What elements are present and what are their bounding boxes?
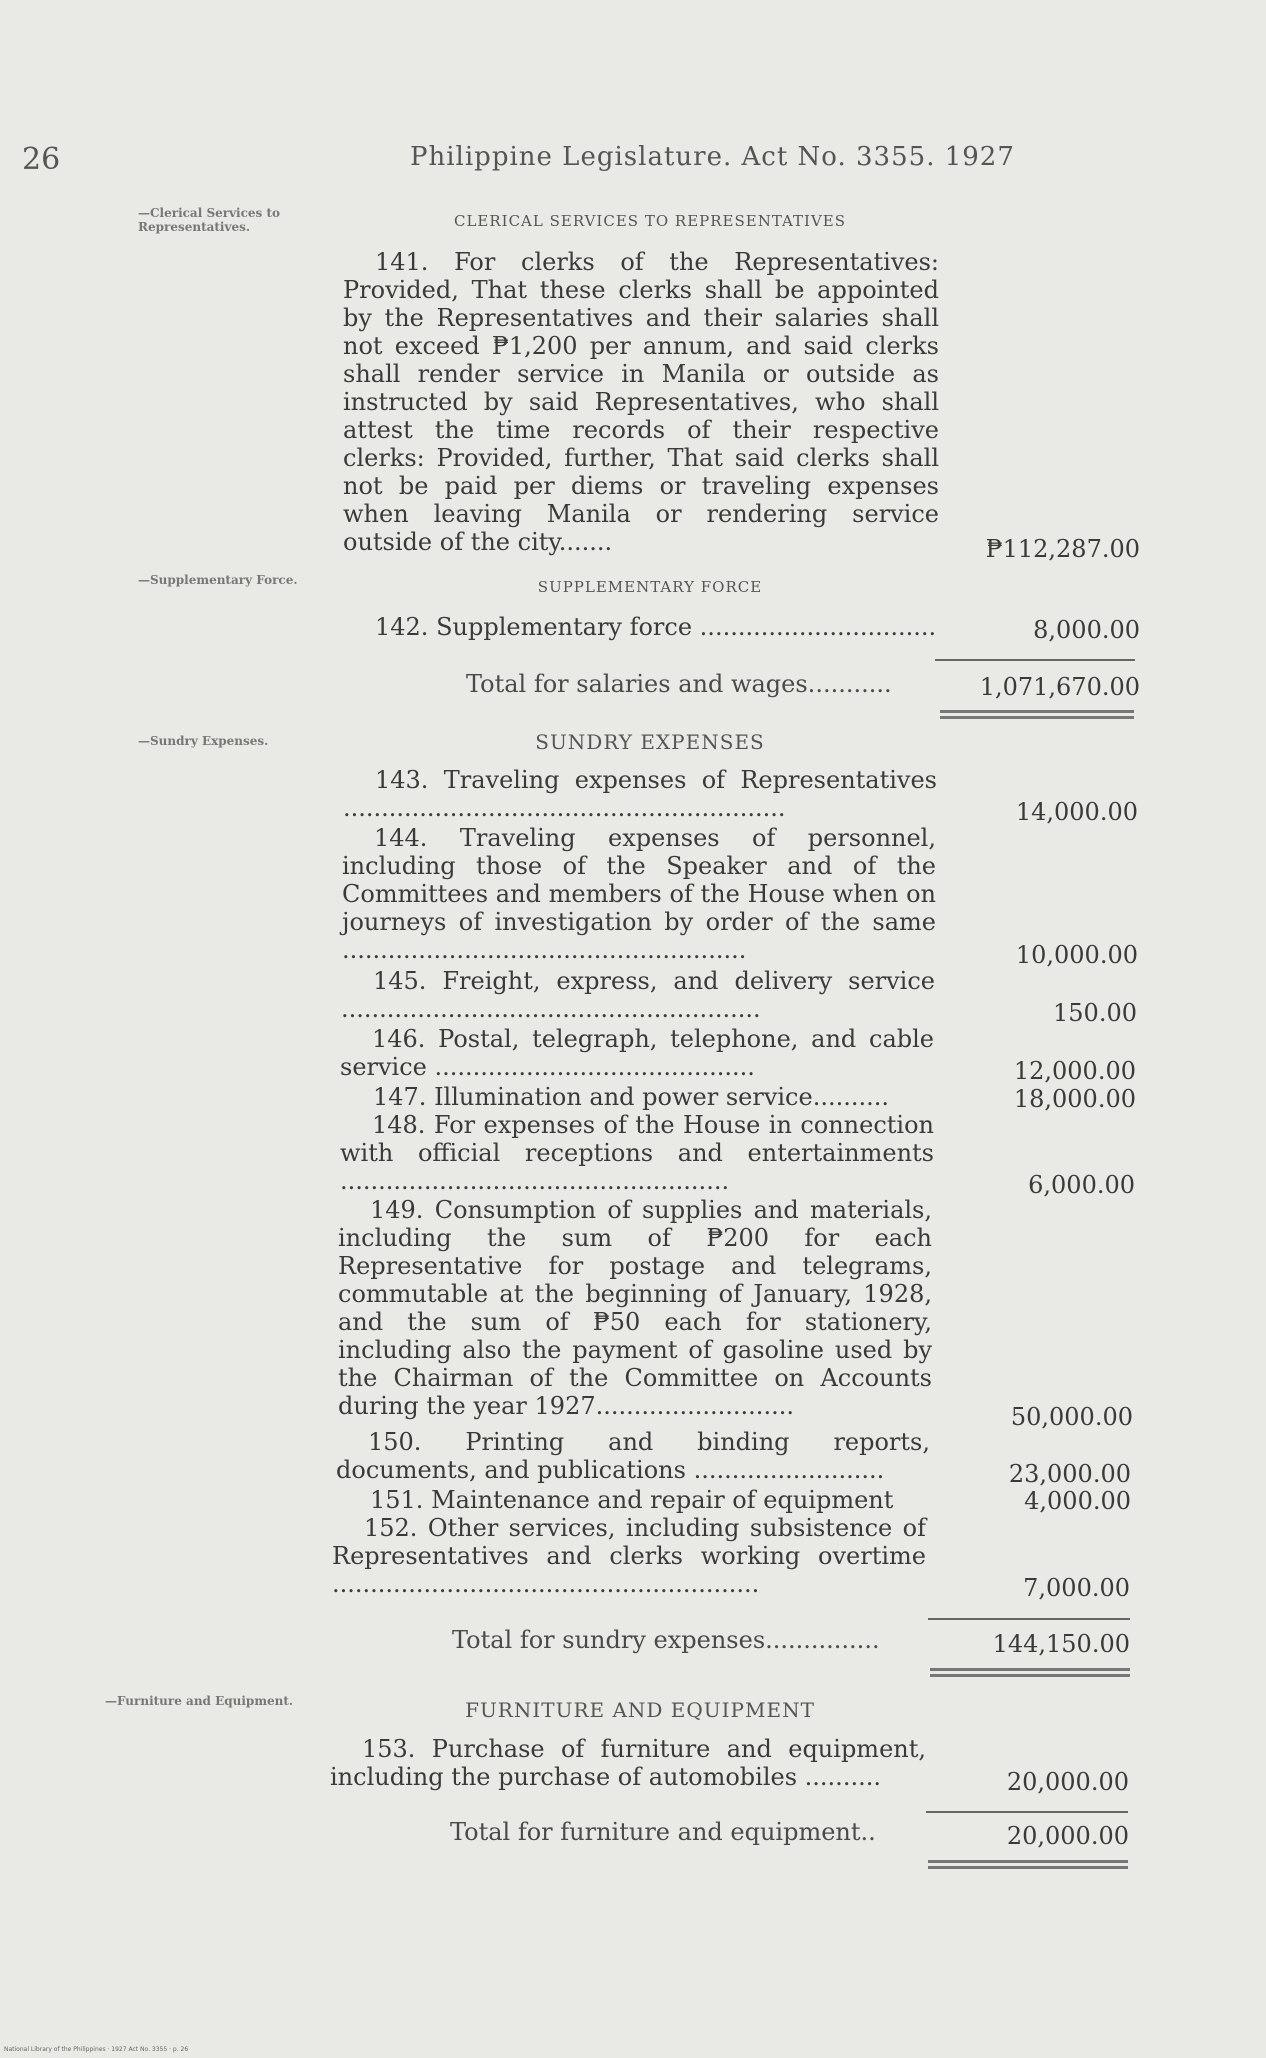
margin-note-sundry: —Sundry Expenses. <box>138 734 269 748</box>
total-salaries-label: Total for salaries and wages........... <box>466 670 892 698</box>
page-number: 26 <box>22 142 61 177</box>
item-152-text: 152. Other services, including subsistence of Representatives and clerks working overtime ........................................................ <box>332 1514 926 1598</box>
rule-furniture <box>926 1811 1128 1813</box>
item-149-amount: 50,000.00 <box>1010 1403 1133 1431</box>
item-151-amount: 4,000.00 <box>1024 1487 1131 1515</box>
item-146-amount: 12,000.00 <box>1013 1057 1136 1085</box>
double-rule-sundry <box>930 1668 1130 1677</box>
item-147-text: 147. Illumination and power service.......... <box>373 1083 889 1111</box>
total-furniture-label: Total for furniture and equipment.. <box>450 1818 876 1846</box>
item-150-amount: 23,000.00 <box>1008 1460 1131 1488</box>
item-142-text: 142. Supplementary force ............................... <box>375 613 937 641</box>
item-149-text: 149. Consumption of supplies and materials, including the sum of ₱200 for each Representative for postage and telegrams, commutable at the beginning of January, 1928, and the sum of ₱50 each for stationery, including also the payment of gasoline used by the Chairman of the Committee on Accounts during the year 1927.......................... <box>338 1196 932 1420</box>
item-153-text: 153. Purchase of furniture and equipment, including the purchase of automobiles .......... <box>330 1735 926 1791</box>
item-143-amount: 14,000.00 <box>1015 798 1138 826</box>
item-143-text: 143. Traveling expenses of Representatives .......................................................... <box>343 766 937 822</box>
section-heading-sundry: SUNDRY EXPENSES <box>535 730 765 754</box>
running-header: Philippine Legislature. Act No. 3355. 1927 <box>410 142 1015 172</box>
double-rule-furniture <box>928 1860 1128 1869</box>
total-salaries-amount: 1,071,670.00 <box>979 673 1140 701</box>
item-141-text: 141. For clerks of the Representatives: Provided, That these clerks shall be appointed by the Representatives and their salaries shall not exceed ₱1,200 per annum, and said clerks shall render service in Manila or outside as instructed by said Representatives, who shall attest the time records of their respective clerks: Provided, further, That said clerks shall not be paid per diems or traveling expenses when leaving Manila or rendering service outside of the city....... <box>343 248 939 556</box>
rule-salaries <box>935 659 1135 661</box>
margin-note-clerical: —Clerical Services to Representatives. <box>138 206 281 234</box>
total-sundry-label: Total for sundry expenses............... <box>452 1626 880 1654</box>
item-144-text: 144. Traveling expenses of personnel, including those of the Speaker and of the Committees and members of the House when on journeys of investigation by order of the same ..................................................... <box>342 824 936 964</box>
item-148-text: 148. For expenses of the House in connection with official receptions and entertainments ................................................... <box>340 1111 934 1195</box>
item-141-amount: ₱112,287.00 <box>985 535 1140 563</box>
item-145-amount: 150.00 <box>1053 999 1137 1027</box>
total-sundry-amount: 144,150.00 <box>992 1630 1130 1658</box>
item-150-text: 150. Printing and binding reports, documents, and publications ......................... <box>336 1428 930 1484</box>
item-151-text: 151. Maintenance and repair of equipment <box>370 1486 894 1514</box>
section-heading-furniture: FURNITURE AND EQUIPMENT <box>465 1698 815 1722</box>
footer-credit: National Library of the Philippines · 1927 Act No. 3355 · p. 26 <box>4 2046 189 2053</box>
margin-note-supplementary: —Supplementary Force. <box>138 573 298 587</box>
item-152-amount: 7,000.00 <box>1023 1574 1130 1602</box>
item-146-text: 146. Postal, telegraph, telephone, and cable service .......................................... <box>340 1025 934 1081</box>
total-furniture-amount: 20,000.00 <box>1006 1822 1129 1850</box>
item-144-amount: 10,000.00 <box>1015 941 1138 969</box>
double-rule-salaries <box>940 710 1134 719</box>
rule-sundry <box>928 1618 1130 1620</box>
item-147-amount: 18,000.00 <box>1013 1085 1136 1113</box>
section-heading-supplementary: SUPPLEMENTARY FORCE <box>537 578 763 596</box>
margin-note-furniture: —Furniture and Equipment. <box>105 1694 294 1708</box>
item-148-amount: 6,000.00 <box>1028 1171 1135 1199</box>
item-142-amount: 8,000.00 <box>1033 616 1140 644</box>
item-145-text: 145. Freight, express, and delivery service ....................................................... <box>341 967 935 1023</box>
section-heading-clerical: CLERICAL SERVICES TO REPRESENTATIVES <box>453 212 847 230</box>
item-153-amount: 20,000.00 <box>1006 1768 1129 1796</box>
